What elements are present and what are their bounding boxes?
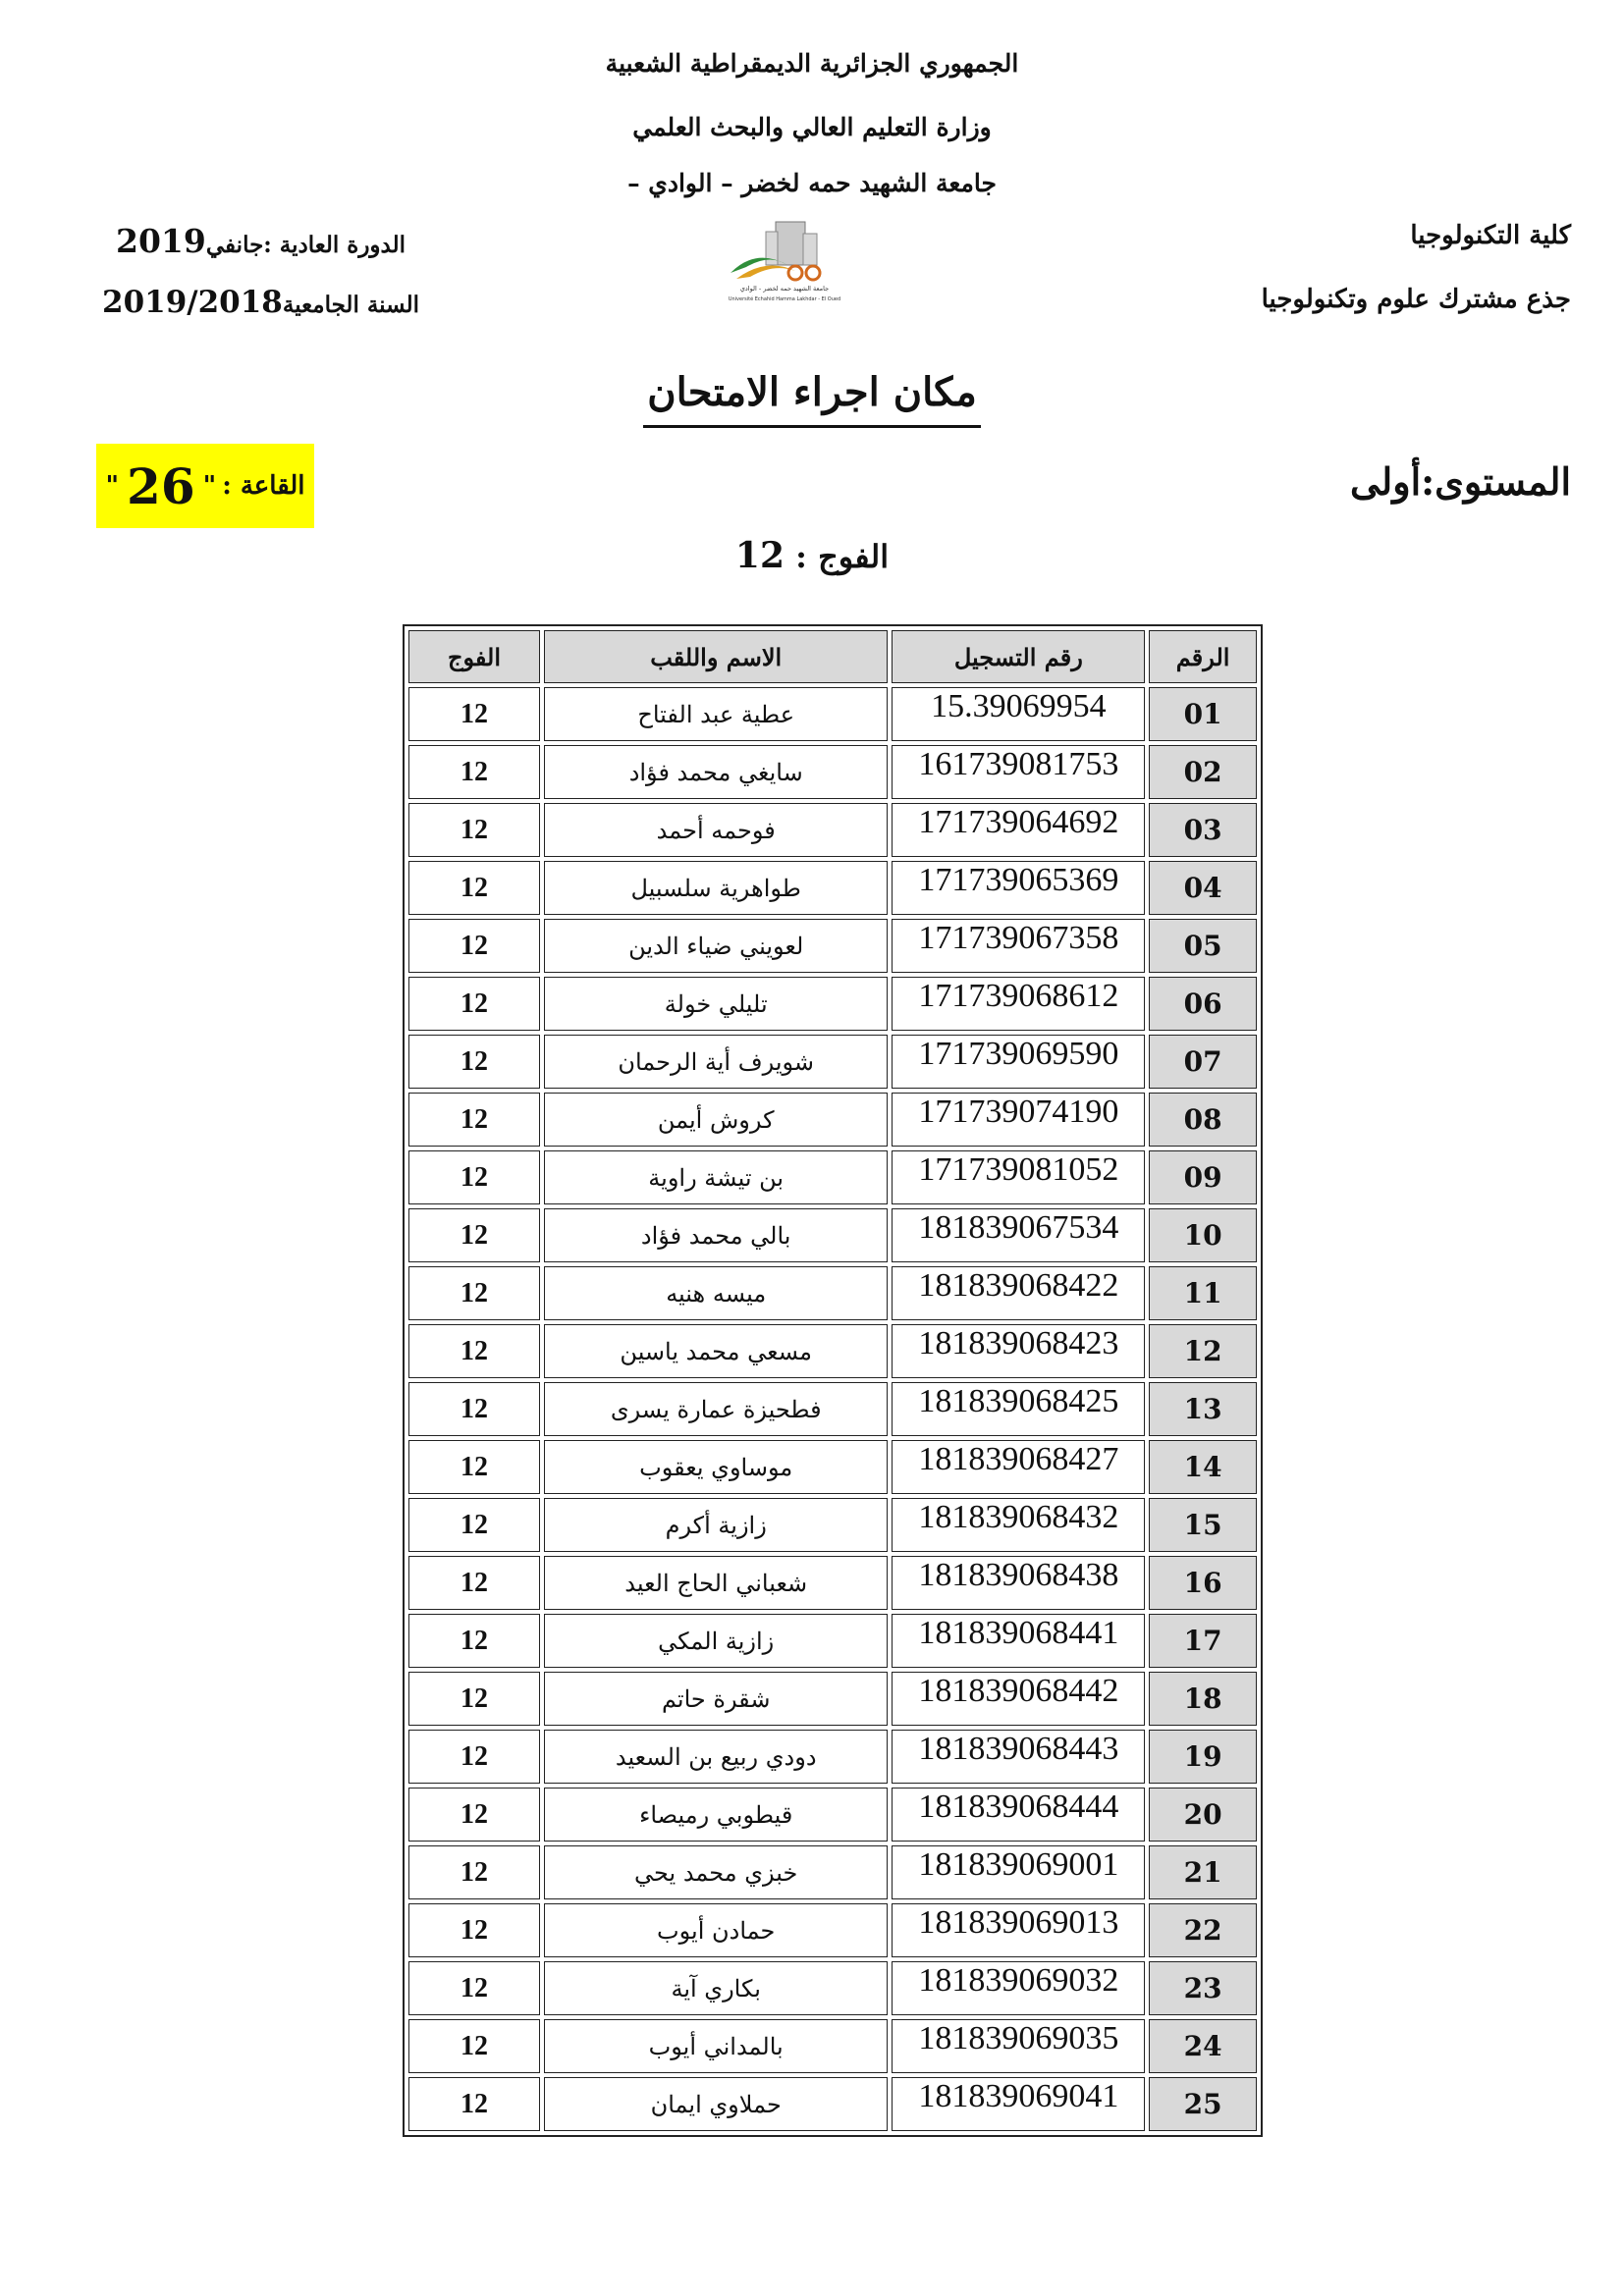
group-cell: 12 <box>408 1150 540 1204</box>
table-row <box>408 1440 1257 1494</box>
row-number: 16 <box>1149 1556 1257 1610</box>
row-number: 18 <box>1149 1672 1257 1726</box>
registration-number: 181839068425 <box>892 1382 1145 1436</box>
registration-number: 181839068423 <box>892 1324 1145 1378</box>
registration-number: 181839069001 <box>892 1845 1145 1899</box>
registration-number: 161739081753 <box>892 745 1145 799</box>
registration-number: 181839069035 <box>892 2019 1145 2073</box>
table-row <box>408 1556 1257 1610</box>
registration-number: 171739067358 <box>892 919 1145 973</box>
group-cell: 12 <box>408 687 540 741</box>
registration-number: 171739068612 <box>892 977 1145 1031</box>
group-cell: 12 <box>408 1440 540 1494</box>
registration-number: 171739081052 <box>892 1150 1145 1204</box>
table-row <box>408 919 1257 973</box>
exam-session <box>116 222 406 260</box>
student-name: بالمداني أيوب <box>544 2019 888 2073</box>
student-name: لعويني ضياء الدين <box>544 919 888 973</box>
row-number: 06 <box>1149 977 1257 1031</box>
table-row <box>408 2019 1257 2073</box>
student-name: مسعي محمد ياسين <box>544 1324 888 1378</box>
group-cell: 12 <box>408 1845 540 1899</box>
common-core-name: جذع مشترك علوم وتكنولوجيا <box>1261 285 1571 314</box>
student-name: تليلي خولة <box>544 977 888 1031</box>
row-number: 20 <box>1149 1788 1257 1842</box>
student-name: خبزي محمد يحي <box>544 1845 888 1899</box>
registration-number: 181839068427 <box>892 1440 1145 1494</box>
table-row <box>408 1903 1257 1957</box>
student-name: شعباني الحاج العيد <box>544 1556 888 1610</box>
table-row <box>408 1324 1257 1378</box>
table-row <box>408 2077 1257 2131</box>
row-number: 10 <box>1149 1208 1257 1262</box>
registration-number: 15.39069954 <box>892 687 1145 741</box>
header-registration: رقم التسجيل <box>892 630 1145 683</box>
student-name: فطحيزة عمارة يسرى <box>544 1382 888 1436</box>
group-cell: 12 <box>408 919 540 973</box>
row-number: 15 <box>1149 1498 1257 1552</box>
table-row <box>408 1614 1257 1668</box>
student-name: شويرف أية الرحمان <box>544 1035 888 1089</box>
header-name: الاسم واللقب <box>544 630 888 683</box>
academic-year-label: السنة الجامعية <box>282 292 420 318</box>
group-cell: 12 <box>408 1035 540 1089</box>
ministry-title: وزارة التعليم العالي والبحث العلمي <box>632 113 992 141</box>
student-name: عطية عبد الفتاح <box>544 687 888 741</box>
student-name: موساوي يعقوب <box>544 1440 888 1494</box>
registration-number: 181839068438 <box>892 1556 1145 1610</box>
table-row <box>408 1150 1257 1204</box>
row-number: 13 <box>1149 1382 1257 1436</box>
header-group: الفوج <box>408 630 540 683</box>
group-cell: 12 <box>408 977 540 1031</box>
registration-number: 181839069013 <box>892 1903 1145 1957</box>
group-cell: 12 <box>408 1672 540 1726</box>
student-name: قيطوبي رميصاء <box>544 1788 888 1842</box>
logo-subtext: Université Echahid Hamma Lakhdar - El Oued <box>728 296 841 302</box>
row-number: 17 <box>1149 1614 1257 1668</box>
student-name: شقرة حاتم <box>544 1672 888 1726</box>
row-number: 23 <box>1149 1961 1257 2015</box>
student-name: ميسه هنيه <box>544 1266 888 1320</box>
row-number: 11 <box>1149 1266 1257 1320</box>
registration-number: 181839068443 <box>892 1730 1145 1784</box>
row-number: 21 <box>1149 1845 1257 1899</box>
registration-number: 181839068441 <box>892 1614 1145 1668</box>
row-number: 09 <box>1149 1150 1257 1204</box>
registration-number: 171739074190 <box>892 1093 1145 1147</box>
header-number: الرقم <box>1149 630 1257 683</box>
table-row <box>408 1845 1257 1899</box>
group-cell: 12 <box>408 2077 540 2131</box>
room-badge <box>96 444 314 528</box>
students-table <box>403 624 1263 2137</box>
page-title: مكان اجراء الامتحان <box>0 369 1624 428</box>
group-cell: 12 <box>408 1266 540 1320</box>
group-label: الفوج : <box>795 538 890 575</box>
room-close-quote: " <box>105 471 120 501</box>
group-cell: 12 <box>408 1730 540 1784</box>
table-row <box>408 1208 1257 1262</box>
student-name: بالي محمد فؤاد <box>544 1208 888 1262</box>
table-row <box>408 1730 1257 1784</box>
row-number: 25 <box>1149 2077 1257 2131</box>
table-row <box>408 1498 1257 1552</box>
row-number: 01 <box>1149 687 1257 741</box>
group-cell: 12 <box>408 1093 540 1147</box>
registration-number: 181839068422 <box>892 1266 1145 1320</box>
republic-title: الجمهوري الجزائرية الديمقراطية الشعبية <box>605 49 1019 78</box>
room-label: القاعة : <box>222 471 305 501</box>
row-number: 07 <box>1149 1035 1257 1089</box>
group-cell: 12 <box>408 1556 540 1610</box>
registration-number: 171739069590 <box>892 1035 1145 1089</box>
student-name: حملاوي ايمان <box>544 2077 888 2131</box>
student-name: سايغي محمد فؤاد <box>544 745 888 799</box>
table-row <box>408 1672 1257 1726</box>
level-label: المستوى:أولى <box>1349 459 1571 504</box>
student-name: بكاري آية <box>544 1961 888 2015</box>
student-name: زازية المكي <box>544 1614 888 1668</box>
group-cell: 12 <box>408 1788 540 1842</box>
registration-number: 181839068442 <box>892 1672 1145 1726</box>
group-cell: 12 <box>408 861 540 915</box>
group-cell: 12 <box>408 1614 540 1668</box>
row-number: 19 <box>1149 1730 1257 1784</box>
group-cell: 12 <box>408 2019 540 2073</box>
row-number: 22 <box>1149 1903 1257 1957</box>
student-name: حمادن أيوب <box>544 1903 888 1957</box>
registration-number: 171739064692 <box>892 803 1145 857</box>
group-cell: 12 <box>408 1208 540 1262</box>
registration-number: 181839068432 <box>892 1498 1145 1552</box>
student-name: زازية أكرم <box>544 1498 888 1552</box>
table-row <box>408 745 1257 799</box>
registration-number: 181839069041 <box>892 2077 1145 2131</box>
row-number: 08 <box>1149 1093 1257 1147</box>
room-number: 26 <box>127 456 195 515</box>
group-cell: 12 <box>408 745 540 799</box>
registration-number: 181839067534 <box>892 1208 1145 1262</box>
academic-year-value: 2019/2018 <box>102 285 283 320</box>
table-row <box>408 1382 1257 1436</box>
group-cell: 12 <box>408 1382 540 1436</box>
table-row <box>408 1266 1257 1320</box>
row-number: 04 <box>1149 861 1257 915</box>
table-row <box>408 803 1257 857</box>
student-name: طواهرية سلسبيل <box>544 861 888 915</box>
registration-number: 171739065369 <box>892 861 1145 915</box>
group-cell: 12 <box>408 1961 540 2015</box>
row-number: 12 <box>1149 1324 1257 1378</box>
student-name: كروش أيمن <box>544 1093 888 1147</box>
room-open-quote: " <box>202 471 217 501</box>
table-header-row <box>408 630 1257 683</box>
group-cell: 12 <box>408 1324 540 1378</box>
table-row <box>408 977 1257 1031</box>
row-number: 03 <box>1149 803 1257 857</box>
registration-number: 181839068444 <box>892 1788 1145 1842</box>
group-cell: 12 <box>408 1498 540 1552</box>
student-name: بن تيشة راوية <box>544 1150 888 1204</box>
university-title: جامعة الشهيد حمه لخضر – الوادي – <box>627 169 997 197</box>
row-number: 05 <box>1149 919 1257 973</box>
university-logo <box>727 218 842 306</box>
table-row <box>408 1788 1257 1842</box>
group-cell: 12 <box>408 1903 540 1957</box>
student-name: فوحمه أحمد <box>544 803 888 857</box>
registration-number: 181839069032 <box>892 1961 1145 2015</box>
row-number: 14 <box>1149 1440 1257 1494</box>
group-cell: 12 <box>408 803 540 857</box>
table-row <box>408 1961 1257 2015</box>
row-number: 02 <box>1149 745 1257 799</box>
table-row <box>408 1093 1257 1147</box>
session-year: 2019 <box>116 222 206 260</box>
group-number: 12 <box>734 535 785 576</box>
table-row <box>408 687 1257 741</box>
academic-year <box>102 285 419 320</box>
session-label: الدورة العادية :جانفي <box>205 232 406 258</box>
table-row <box>408 1035 1257 1089</box>
student-name: دودي ربيع بن السعيد <box>544 1730 888 1784</box>
row-number: 24 <box>1149 2019 1257 2073</box>
table-row <box>408 861 1257 915</box>
logo-text: جامعة الشهيد حمه لخضر - الوادي <box>739 285 830 293</box>
group-heading <box>0 535 1624 576</box>
faculty-name: كلية التكنولوجيا <box>1410 221 1571 250</box>
